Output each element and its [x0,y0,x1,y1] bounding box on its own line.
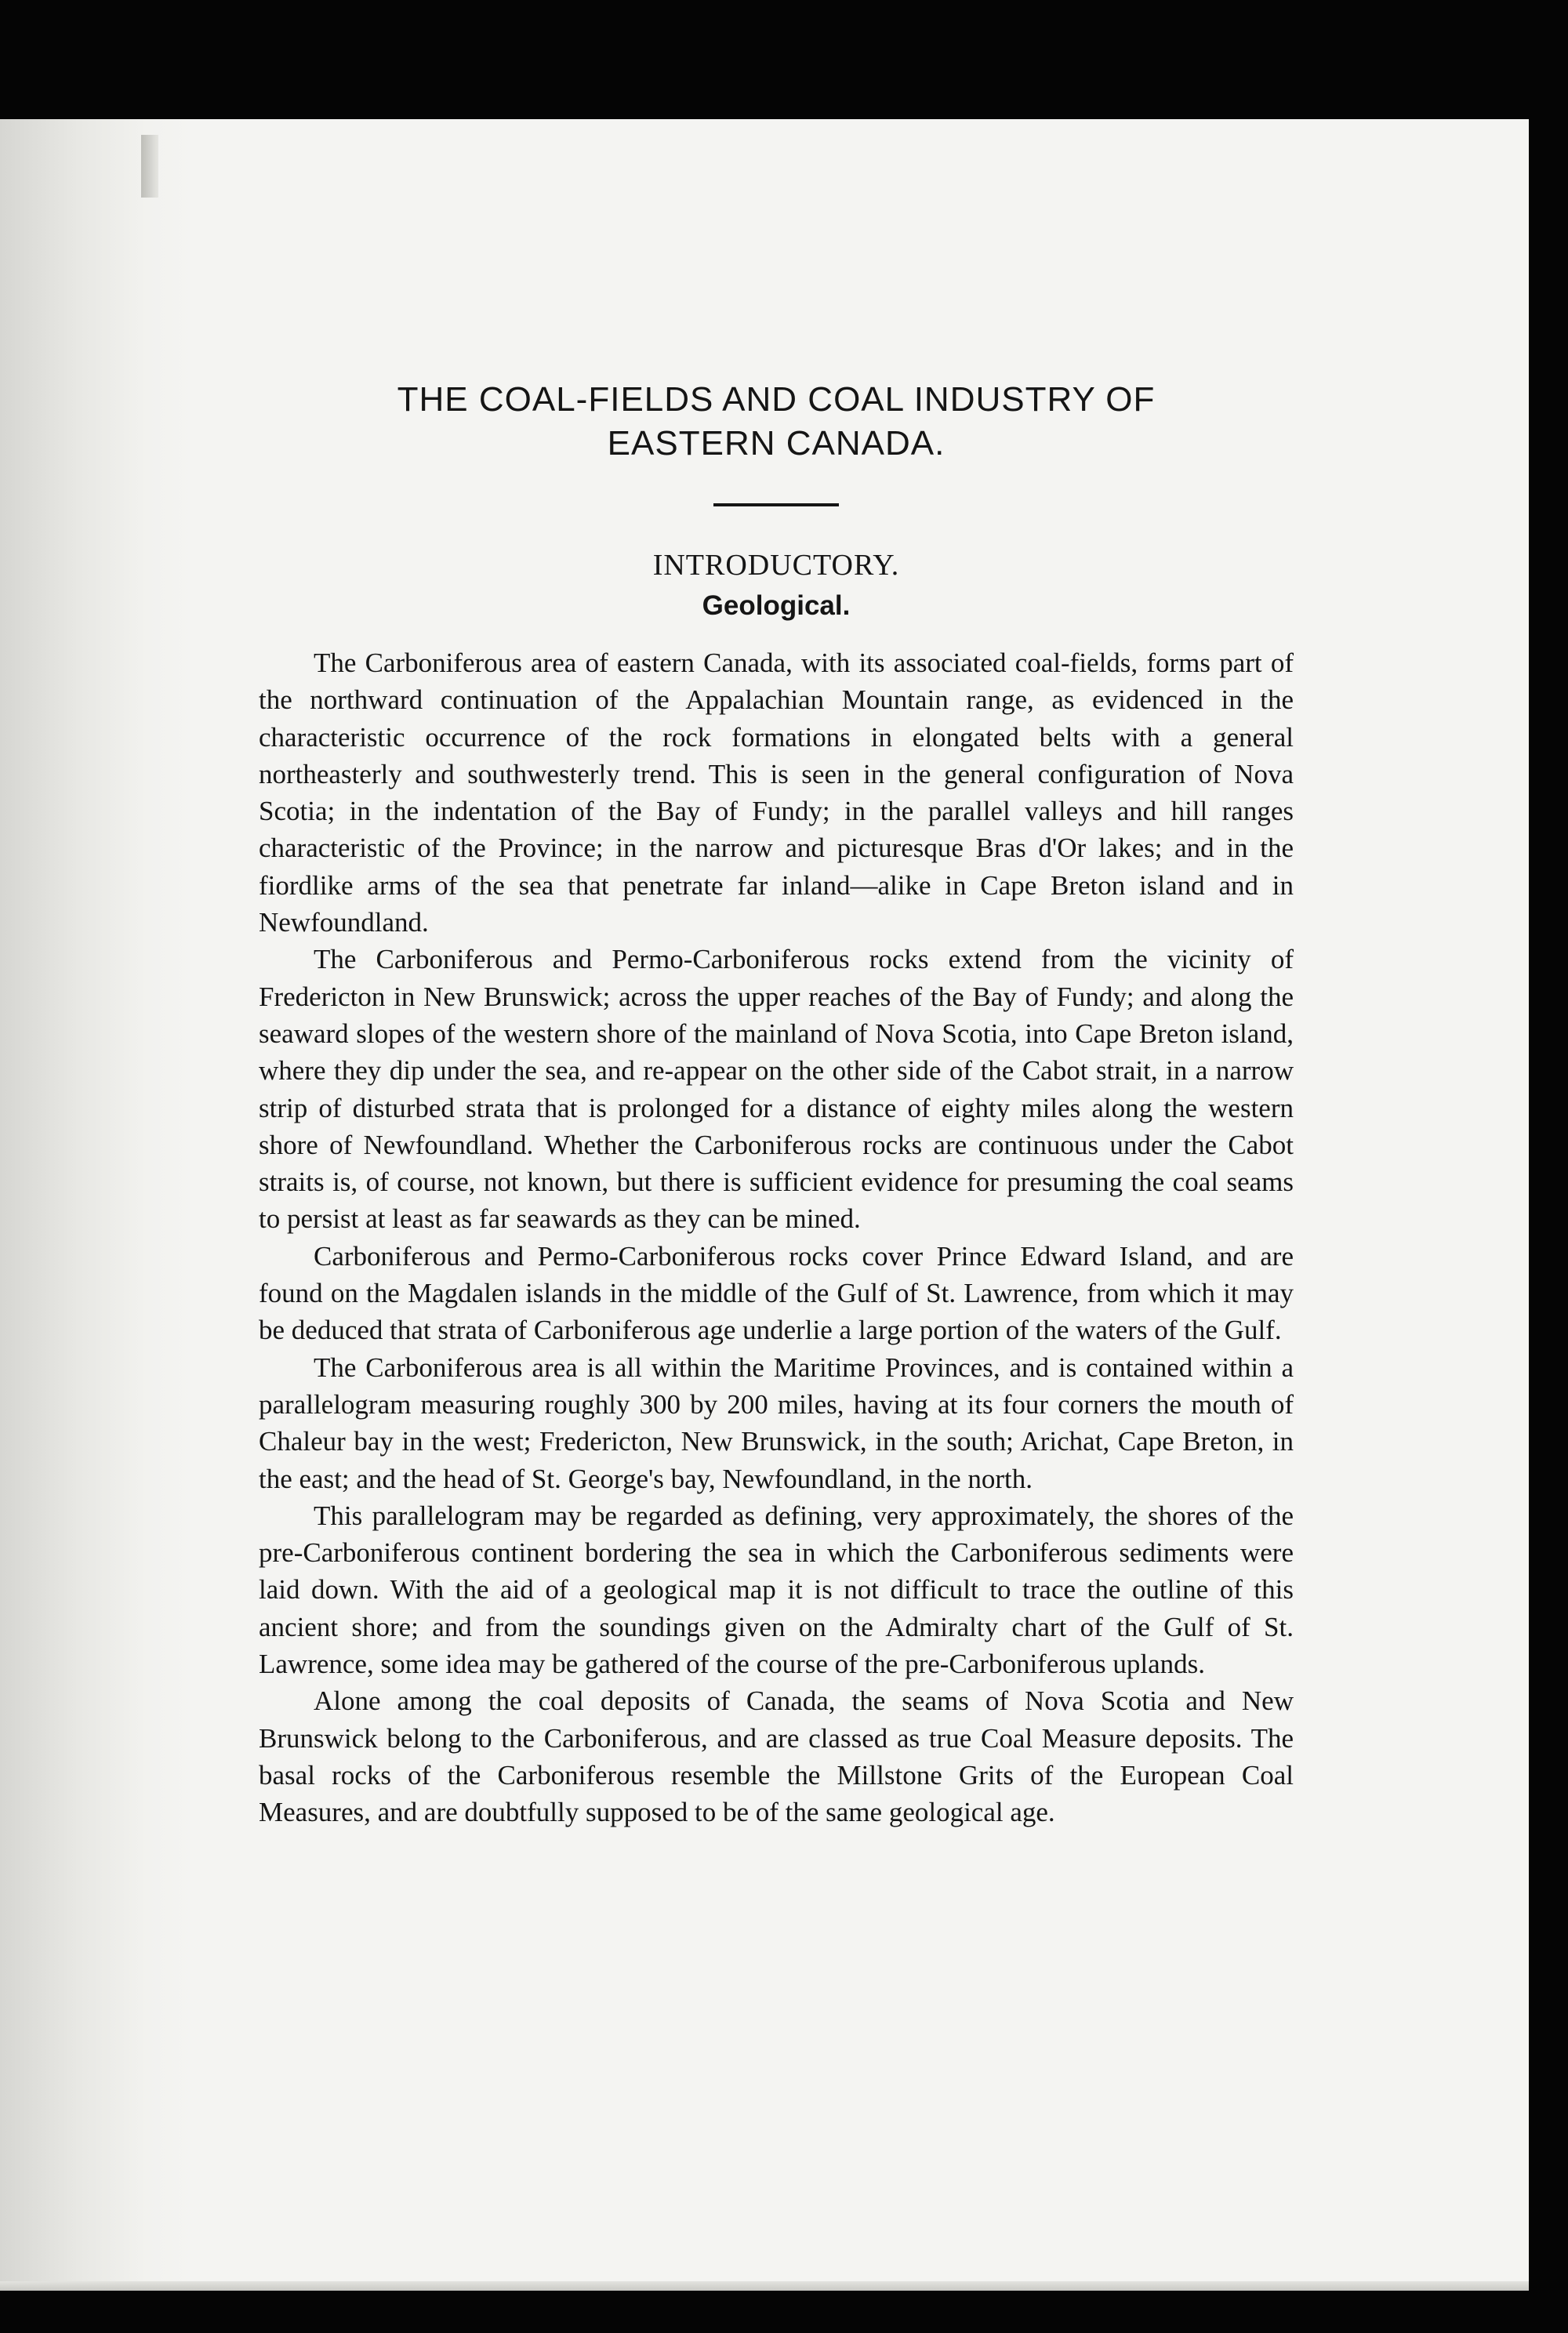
title-line-1: THE COAL-FIELDS AND COAL INDUSTRY OF [397,380,1156,419]
paragraph-1: The Carboniferous area of eastern Canada, with its associated coal-fields, forms part of the northward continuation of the Appalachian Mountain range, as evidenced in the characteristic occurrence of the rock formations in elongated belts with a general northeasterly and southwesterly trend. This is seen in the general configuration of Nova Scotia; in the indentation of the Bay of Fundy; in the parallel valleys and hill ranges characteristic of the Province; in the narrow and picturesque Bras d'Or lakes; and in the fiordlike arms of the sea that penetrate far inland—alike in Cape Breton island and in Newfoundland. [259,648,1294,938]
paragraph-6: Alone among the coal deposits of Canada, the seams of Nova Scotia and New Brunswick belong to the Carboniferous, and are classed as true Coal Measure deposits. The basal rocks of the Carboniferous resemble the Millstone Grits of the European Coal Measures, and are doubtfully supposed to be of the same geological age. [259,1685,1294,1828]
paragraph-5: This parallelogram may be regarded as defining, very approximately, the shores of the pre-Carboniferous continent bordering the sea in which the Carboniferous sediments were laid down. With the aid of a geological map it is not difficult to trace the outline of this ancient shore; and from the soundings given on the Admiralty chart of the Gulf of St. Lawrence, some idea may be gathered of the course of the pre-Carboniferous uplands. [259,1500,1294,1680]
title-line-2: EASTERN CANADA. [607,424,946,463]
page-content [259,378,1294,1831]
book-page [0,119,1529,2291]
document-title [259,378,1294,466]
title-divider-rule [713,503,839,506]
page-bottom-edge [0,2281,1529,2291]
paragraph-2: The Carboniferous and Permo-Carboniferous rocks extend from the vicinity of Fredericton in New Brunswick; across the upper reaches of the Bay of Fundy; and along the seaward slopes of the western shore of the mainland of Nova Scotia, into Cape Breton island, where they dip under the sea, and re-appear on the other side of the Cabot strait, in a narrow strip of disturbed strata that is prolonged for a distance of eighty miles along the western shore of Newfoundland. Whether the Carboniferous rocks are continuous under the Cabot straits is, of course, not known, but there is sufficient evidence for presuming the coal seams to persist at least as far seawards as they can be mined. [259,944,1294,1235]
section-heading: INTRODUCTORY. [652,549,900,582]
paragraph-4: The Carboniferous area is all within the Maritime Provinces, and is contained within a parallelogram measuring roughly 300 by 200 miles, having at its four corners the mouth of Chaleur bay in the west; Fredericton, New Brunswick, in the south; Arichat, Cape Breton, in the east; and the head of St. George's bay, Newfoundland, in the north. [259,1352,1294,1494]
page-gutter-shadow [0,119,196,2291]
subsection-heading: Geological. [702,590,851,621]
paragraph-3: Carboniferous and Permo-Carboniferous rocks cover Prince Edward Island, and are found on the Magdalen islands in the middle of the Gulf of St. Lawrence, from which it may be deduced that strata of Carboniferous age underlie a large portion of the waters of the Gulf. [259,1240,1294,1346]
spine-fold-mark [141,135,158,198]
